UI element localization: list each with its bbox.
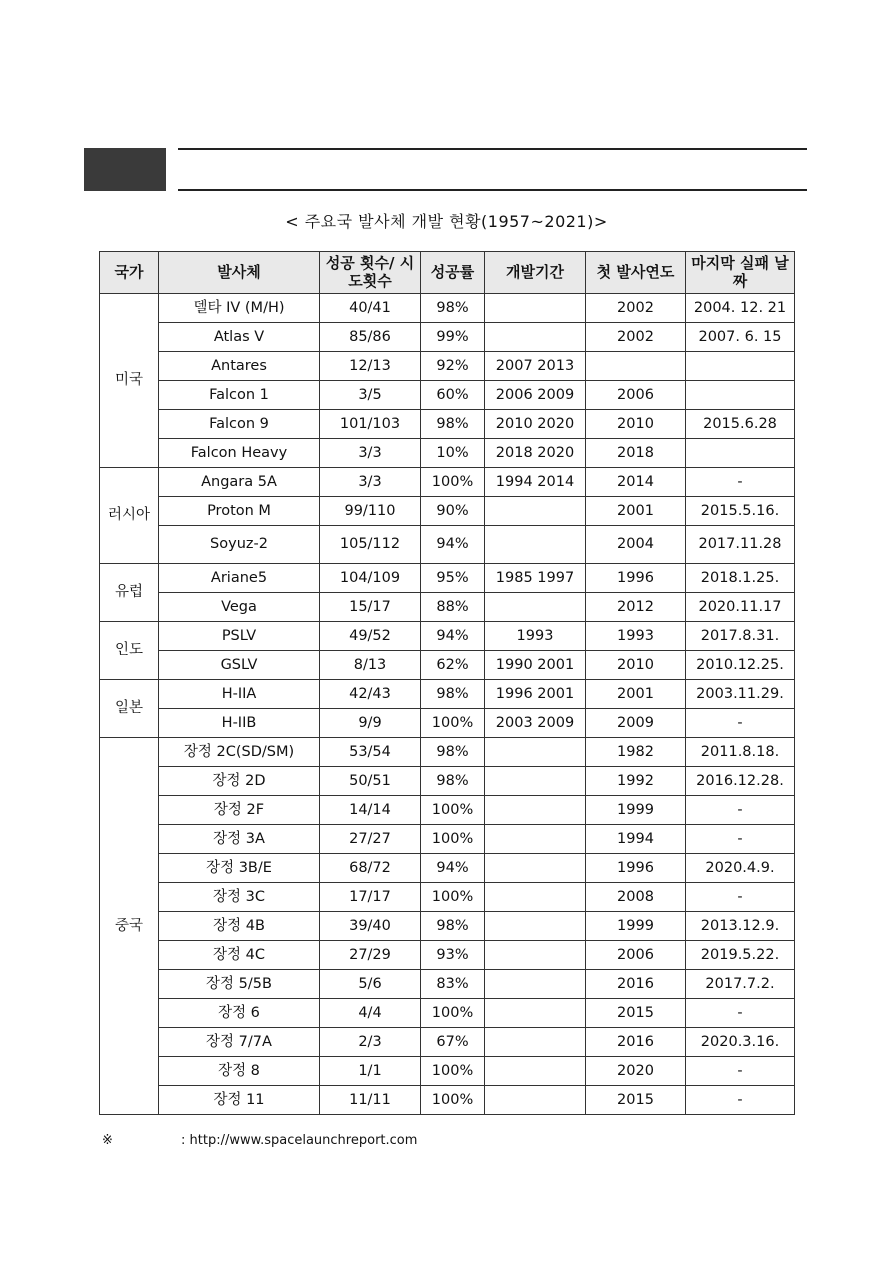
- table-cell: [485, 294, 586, 323]
- table-cell: 42/43: [320, 680, 421, 709]
- table-cell: 100%: [421, 1057, 485, 1086]
- table-row: [100, 294, 795, 323]
- table-row: [100, 854, 795, 883]
- column-header: 발사체: [159, 252, 320, 294]
- table-cell: 100%: [421, 468, 485, 497]
- table-cell: 98%: [421, 767, 485, 796]
- table-cell: H-IIB: [159, 709, 320, 738]
- table-cell: 2020.3.16.: [686, 1028, 795, 1057]
- table-cell: [485, 767, 586, 796]
- table-row: [100, 999, 795, 1028]
- table-cell: 2017.11.28: [686, 526, 795, 564]
- table-cell: 88%: [421, 593, 485, 622]
- table-row: [100, 1057, 795, 1086]
- country-cell: 러시아: [100, 468, 159, 564]
- column-header: 성공률: [421, 252, 485, 294]
- country-cell: 미국: [100, 294, 159, 468]
- footnote-mark: ※: [102, 1133, 113, 1148]
- column-header: 성공 횟수/ 시도횟수: [320, 252, 421, 294]
- table-cell: 3/3: [320, 439, 421, 468]
- table-cell: 1982: [586, 738, 686, 767]
- table-cell: -: [686, 468, 795, 497]
- table-row: [100, 593, 795, 622]
- table-row: [100, 468, 795, 497]
- table-cell: 85/86: [320, 323, 421, 352]
- table-cell: GSLV: [159, 651, 320, 680]
- country-cell: 인도: [100, 622, 159, 680]
- table-cell: 1999: [586, 912, 686, 941]
- table-cell: 98%: [421, 410, 485, 439]
- table-row: [100, 680, 795, 709]
- table-cell: 3/3: [320, 468, 421, 497]
- table-cell: 17/17: [320, 883, 421, 912]
- table-cell: 93%: [421, 941, 485, 970]
- table-cell: 1999: [586, 796, 686, 825]
- table-cell: 9/9: [320, 709, 421, 738]
- table-cell: Proton M: [159, 497, 320, 526]
- table-cell: [485, 825, 586, 854]
- table-cell: 90%: [421, 497, 485, 526]
- table-cell: 2006 2009: [485, 381, 586, 410]
- table-cell: 2015.6.28: [686, 410, 795, 439]
- table-cell: 100%: [421, 1086, 485, 1115]
- table-cell: -: [686, 796, 795, 825]
- table-cell: -: [686, 1086, 795, 1115]
- table-caption: < 주요국 발사체 개발 현황(1957~2021)>: [285, 212, 608, 231]
- table-row: [100, 497, 795, 526]
- table-cell: 2001: [586, 680, 686, 709]
- table-cell: 104/109: [320, 564, 421, 593]
- table-cell: 98%: [421, 912, 485, 941]
- table-cell: PSLV: [159, 622, 320, 651]
- table-cell: 2015: [586, 1086, 686, 1115]
- table-cell: -: [686, 1057, 795, 1086]
- table-cell: 98%: [421, 294, 485, 323]
- table-cell: 2018 2020: [485, 439, 586, 468]
- table-cell: 1996 2001: [485, 680, 586, 709]
- table-cell: 2016.12.28.: [686, 767, 795, 796]
- title-rule-bottom: [178, 189, 807, 191]
- footnote-source: : http://www.spacelaunchreport.com: [181, 1133, 418, 1148]
- table-row: [100, 1086, 795, 1115]
- table-cell: 98%: [421, 680, 485, 709]
- table-cell: Antares: [159, 352, 320, 381]
- table-cell: 장정 2D: [159, 767, 320, 796]
- table-cell: 100%: [421, 709, 485, 738]
- table-cell: 2002: [586, 323, 686, 352]
- table-cell: 101/103: [320, 410, 421, 439]
- table-cell: 49/52: [320, 622, 421, 651]
- table-cell: -: [686, 825, 795, 854]
- table-cell: 2014: [586, 468, 686, 497]
- table-cell: [485, 323, 586, 352]
- table-cell: 장정 2C(SD/SM): [159, 738, 320, 767]
- table-cell: 94%: [421, 854, 485, 883]
- table-cell: [485, 999, 586, 1028]
- table-cell: [686, 352, 795, 381]
- table-cell: 1992: [586, 767, 686, 796]
- table-cell: 40/41: [320, 294, 421, 323]
- table-row: [100, 622, 795, 651]
- table-cell: [485, 796, 586, 825]
- table-row: [100, 825, 795, 854]
- table-cell: 2003.11.29.: [686, 680, 795, 709]
- table-row: [100, 352, 795, 381]
- table-cell: [485, 526, 586, 564]
- table-row: [100, 564, 795, 593]
- table-cell: 2017.8.31.: [686, 622, 795, 651]
- table-cell: 2010: [586, 410, 686, 439]
- table-cell: 3/5: [320, 381, 421, 410]
- table-cell: 99/110: [320, 497, 421, 526]
- table-cell: 2019.5.22.: [686, 941, 795, 970]
- table-cell: 2020: [586, 1057, 686, 1086]
- country-cell: 유럽: [100, 564, 159, 622]
- table-row: [100, 912, 795, 941]
- table-cell: [485, 854, 586, 883]
- table-cell: 2001: [586, 497, 686, 526]
- table-cell: 장정 7/7A: [159, 1028, 320, 1057]
- table-cell: 83%: [421, 970, 485, 999]
- table-cell: [586, 352, 686, 381]
- table-cell: 2015.5.16.: [686, 497, 795, 526]
- table-cell: 105/112: [320, 526, 421, 564]
- country-cell: 일본: [100, 680, 159, 738]
- table-cell: 2018: [586, 439, 686, 468]
- table-cell: 2010 2020: [485, 410, 586, 439]
- table-cell: [686, 439, 795, 468]
- table-row: [100, 526, 795, 564]
- table-cell: 2012: [586, 593, 686, 622]
- table-cell: 2010: [586, 651, 686, 680]
- table-cell: 2004: [586, 526, 686, 564]
- column-header: 개발기간: [485, 252, 586, 294]
- table-cell: 2015: [586, 999, 686, 1028]
- table-cell: Vega: [159, 593, 320, 622]
- table-cell: [485, 1028, 586, 1057]
- launch-vehicle-table: [99, 251, 795, 1115]
- table-cell: 장정 3B/E: [159, 854, 320, 883]
- section-number-block: [84, 148, 166, 191]
- table-cell: 14/14: [320, 796, 421, 825]
- table-cell: 2003 2009: [485, 709, 586, 738]
- table-cell: H-IIA: [159, 680, 320, 709]
- table-cell: [485, 970, 586, 999]
- table-cell: 2008: [586, 883, 686, 912]
- country-cell: 중국: [100, 738, 159, 1115]
- table-cell: 장정 3C: [159, 883, 320, 912]
- table-cell: 2/3: [320, 1028, 421, 1057]
- table-cell: [485, 497, 586, 526]
- table-cell: 2020.11.17: [686, 593, 795, 622]
- table-cell: 15/17: [320, 593, 421, 622]
- table-cell: 1/1: [320, 1057, 421, 1086]
- table-cell: Ariane5: [159, 564, 320, 593]
- table-cell: 94%: [421, 526, 485, 564]
- table-cell: 27/29: [320, 941, 421, 970]
- table-cell: 53/54: [320, 738, 421, 767]
- table-cell: Falcon Heavy: [159, 439, 320, 468]
- table-cell: 5/6: [320, 970, 421, 999]
- table-cell: [686, 381, 795, 410]
- table-cell: 장정 3A: [159, 825, 320, 854]
- table-cell: 94%: [421, 622, 485, 651]
- column-header: 첫 발사연도: [586, 252, 686, 294]
- table-cell: 62%: [421, 651, 485, 680]
- table-cell: 2013.12.9.: [686, 912, 795, 941]
- table-cell: 4/4: [320, 999, 421, 1028]
- table-row: [100, 1028, 795, 1057]
- table-cell: 98%: [421, 738, 485, 767]
- table-row: [100, 709, 795, 738]
- column-header: 국가: [100, 252, 159, 294]
- table-row: [100, 970, 795, 999]
- table-cell: Soyuz-2: [159, 526, 320, 564]
- table-cell: Falcon 9: [159, 410, 320, 439]
- table-cell: 67%: [421, 1028, 485, 1057]
- table-cell: 60%: [421, 381, 485, 410]
- table-cell: 92%: [421, 352, 485, 381]
- table-cell: 2010.12.25.: [686, 651, 795, 680]
- table-cell: 68/72: [320, 854, 421, 883]
- table-cell: -: [686, 883, 795, 912]
- table-cell: -: [686, 999, 795, 1028]
- table-cell: [485, 883, 586, 912]
- table-row: [100, 767, 795, 796]
- table-cell: 2006: [586, 941, 686, 970]
- table-cell: 1994 2014: [485, 468, 586, 497]
- table-row: [100, 323, 795, 352]
- table-cell: 장정 2F: [159, 796, 320, 825]
- table-row: [100, 738, 795, 767]
- table-cell: 10%: [421, 439, 485, 468]
- table-cell: 50/51: [320, 767, 421, 796]
- table-cell: 8/13: [320, 651, 421, 680]
- table-cell: 장정 5/5B: [159, 970, 320, 999]
- table-cell: 1993: [485, 622, 586, 651]
- table-body: [100, 294, 795, 1115]
- table-cell: 2002: [586, 294, 686, 323]
- table-cell: 2009: [586, 709, 686, 738]
- table-cell: 2016: [586, 970, 686, 999]
- table-cell: 델타 IV (M/H): [159, 294, 320, 323]
- table-cell: 1996: [586, 564, 686, 593]
- table-cell: 100%: [421, 825, 485, 854]
- table-row: [100, 410, 795, 439]
- column-header: 마지막 실패 날짜: [686, 252, 795, 294]
- table-row: [100, 883, 795, 912]
- table-cell: 2017.7.2.: [686, 970, 795, 999]
- table-header-row: [100, 252, 795, 294]
- table-row: [100, 796, 795, 825]
- table-cell: 장정 6: [159, 999, 320, 1028]
- table-cell: 장정 4B: [159, 912, 320, 941]
- table-cell: [485, 941, 586, 970]
- table-cell: 장정 11: [159, 1086, 320, 1115]
- table-cell: [485, 1086, 586, 1115]
- table-cell: 100%: [421, 796, 485, 825]
- table-row: [100, 941, 795, 970]
- table-cell: 95%: [421, 564, 485, 593]
- table-cell: 장정 4C: [159, 941, 320, 970]
- table-cell: 12/13: [320, 352, 421, 381]
- table-cell: [485, 738, 586, 767]
- source-footnote: [102, 1133, 417, 1148]
- table-cell: 100%: [421, 999, 485, 1028]
- table-row: [100, 381, 795, 410]
- table-cell: 2020.4.9.: [686, 854, 795, 883]
- table-cell: 1985 1997: [485, 564, 586, 593]
- table-cell: [485, 1057, 586, 1086]
- table-cell: [485, 912, 586, 941]
- table-cell: 2004. 12. 21: [686, 294, 795, 323]
- table-cell: Angara 5A: [159, 468, 320, 497]
- table-cell: 장정 8: [159, 1057, 320, 1086]
- table-cell: 1994: [586, 825, 686, 854]
- table-cell: 100%: [421, 883, 485, 912]
- table-cell: 99%: [421, 323, 485, 352]
- table-cell: -: [686, 709, 795, 738]
- table-cell: 2007 2013: [485, 352, 586, 381]
- table-cell: 2007. 6. 15: [686, 323, 795, 352]
- table-cell: 2011.8.18.: [686, 738, 795, 767]
- table-cell: [485, 593, 586, 622]
- table-cell: 2018.1.25.: [686, 564, 795, 593]
- table-row: [100, 651, 795, 680]
- table-cell: Falcon 1: [159, 381, 320, 410]
- table-cell: 11/11: [320, 1086, 421, 1115]
- table-cell: 27/27: [320, 825, 421, 854]
- table-cell: 39/40: [320, 912, 421, 941]
- table-cell: 2016: [586, 1028, 686, 1057]
- table-cell: 1990 2001: [485, 651, 586, 680]
- table-cell: Atlas V: [159, 323, 320, 352]
- table-cell: 2006: [586, 381, 686, 410]
- table-cell: 1993: [586, 622, 686, 651]
- title-rule-top: [178, 148, 807, 150]
- table-cell: 1996: [586, 854, 686, 883]
- table-row: [100, 439, 795, 468]
